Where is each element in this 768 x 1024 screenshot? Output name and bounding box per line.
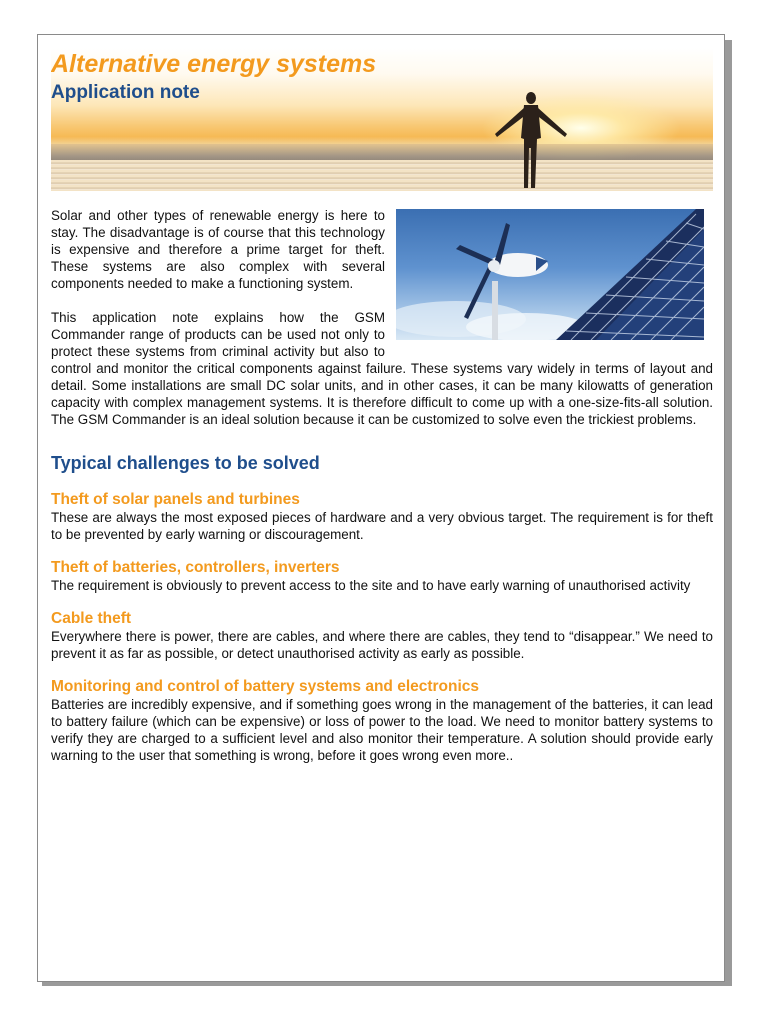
document-title: Alternative energy systems [51, 50, 377, 78]
intro-paragraph-1: Solar and other types of renewable energy is here to stay. The disadvantage is of course that this technology is expensive and therefore a prime target for theft. These systems are also complex with several components needed to make a functioning system. [51, 208, 385, 291]
intro-paragraph-2: This application note explains how the GSM Commander range of products can be used not only to protect these systems from criminal activity but also to control and monitor the critical components against failure. These systems vary widely in terms of layout and detail. Some installations are small DC solar units, and in other cases, it can be many kilowatts of generation capacity with complex management systems. It is therefore difficult to come up with a one-size-fits-all solution. The GSM Commander is an ideal solution because it can be customized to solve even the trickiest problems. [51, 310, 713, 427]
challenge-section-panels [51, 491, 713, 543]
silhouette-person-icon [491, 88, 571, 191]
header-banner-image [51, 48, 713, 191]
challenge-body: Everywhere there is power, there are cables, and where there are cables, they tend to “disappear.” We need to prevent it as far as possible, or detect unauthorised activity as early as possible. [51, 629, 713, 661]
challenge-body: The requirement is obviously to prevent access to the site and to have early warning of unauthorised activity [51, 578, 691, 593]
document-subtitle: Application note [51, 82, 200, 103]
challenge-title: Theft of solar panels and turbines [51, 491, 300, 508]
shore-water [51, 160, 713, 191]
challenges-heading: Typical challenges to be solved [51, 453, 320, 473]
challenge-section-cables [51, 610, 713, 662]
document-body [51, 207, 713, 780]
challenge-title: Monitoring and control of battery systems and electronics [51, 678, 480, 695]
wind-turbine-solar-photo [396, 209, 704, 340]
challenge-body: These are always the most exposed pieces of hardware and a very obvious target. The requirement is for theft to be prevented by early warning or discouragement. [51, 510, 713, 542]
wind-turbine-icon [396, 209, 704, 340]
challenge-title: Theft of batteries, controllers, inverters [51, 559, 340, 576]
document-page [37, 34, 725, 982]
challenge-section-batteries [51, 559, 713, 594]
challenge-section-monitoring [51, 678, 713, 764]
challenge-body: Batteries are incredibly expensive, and if something goes wrong in the management of the batteries, it can lead to battery failure (which can be expensive) or loss of power to the load. We need to monitor battery systems to verify they are charged to a sufficient level and also monitor their temperature. A solution should provide early warning to the user that something is wrong, before it goes wrong even more.. [51, 697, 713, 763]
challenge-title: Cable theft [51, 610, 132, 627]
